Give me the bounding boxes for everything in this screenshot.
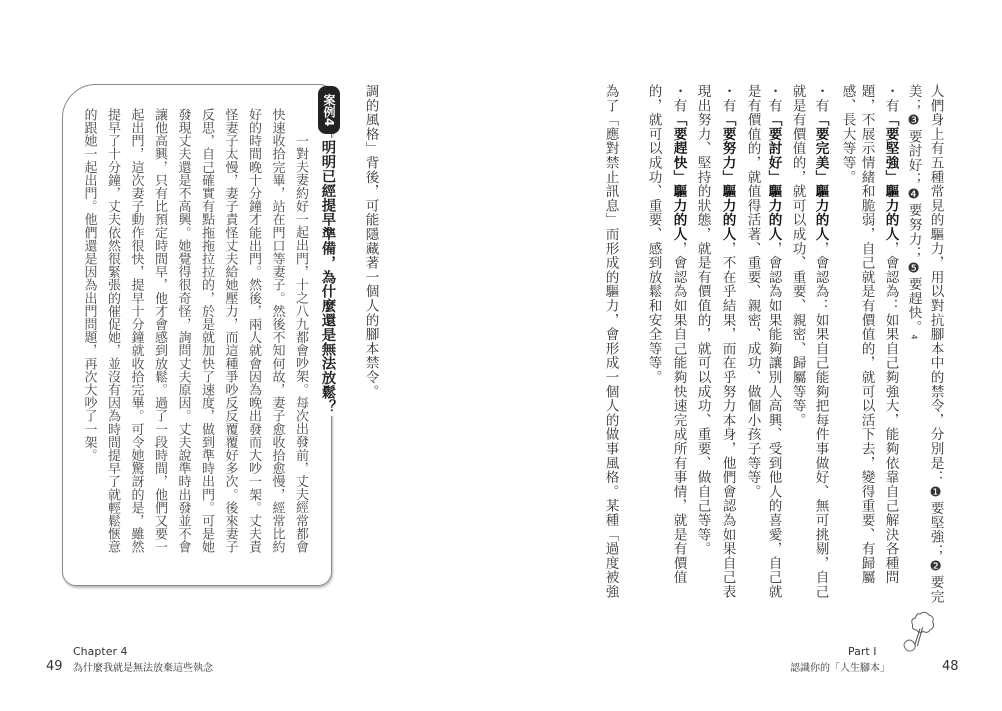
text-column bbox=[840, 84, 854, 184]
tree-illustration-icon bbox=[900, 608, 940, 656]
text-segment: 人們身上有五種常見的驅力，用以對抗腳本中的禁令，分別是：❶要堅強；❷要完 bbox=[927, 84, 944, 604]
text-segment: 的，就可以成功、重要、感到放鬆和安全等等。 bbox=[645, 84, 662, 385]
text-column bbox=[766, 84, 780, 599]
text-column bbox=[646, 84, 660, 384]
bold-term: 「要完美」驅力的人 bbox=[812, 112, 829, 242]
text-column bbox=[695, 84, 709, 556]
chapter-title: 為什麼我就是無法放棄這些執念 bbox=[73, 663, 213, 674]
text-segment: 為了「應對禁止訊息」而形成的驅力，會形成一個人的做事風格。某種「過度被強 bbox=[602, 84, 619, 599]
case-study-box bbox=[62, 84, 336, 586]
bold-term: 「要堅強」驅力的人 bbox=[882, 112, 899, 242]
text-segment: ，會認為如果自己能夠快速完成所有事情，就是有價值 bbox=[670, 241, 687, 585]
case-text-column: 反思，自己確實有點拖拖拉拉的，於是就加快了速度，做到準時出門。可是她 bbox=[199, 108, 214, 554]
case-text-column: 快速收拾完畢，站在門口等妻子。然後不知何故，妻子愈收拾愈慢，經常比約 bbox=[269, 108, 285, 554]
bold-term: 「要討好」驅力的人 bbox=[765, 112, 782, 242]
part-label: Part I bbox=[848, 645, 877, 658]
text-segment: 感、長大等等。 bbox=[839, 84, 856, 185]
text-column bbox=[883, 84, 897, 585]
text-column bbox=[859, 84, 873, 585]
bold-term: 「要趕快」驅力的人 bbox=[670, 112, 687, 242]
text-segment: 是有價值的，就值得活著、重要、親密、成功、做個小孩子等等。 bbox=[744, 84, 761, 499]
text-column bbox=[906, 84, 920, 340]
text-segment: 題，不展示情緒和脆弱，自己就是有價值的，就可以活下去，變得重要、有歸屬 bbox=[858, 84, 875, 585]
text-column bbox=[790, 84, 804, 427]
case-text-column: 提早了十分鐘，丈夫依然很緊張的催促她，並沒有因為時間提早了就輕鬆愜意 bbox=[105, 108, 120, 554]
bold-term: 「要努力」驅力的人 bbox=[719, 112, 736, 242]
text-column bbox=[813, 84, 827, 599]
part-title: 認識你的「人生腳本」 bbox=[790, 663, 890, 674]
text-column bbox=[745, 84, 759, 499]
text-segment: ・有 bbox=[882, 84, 899, 113]
left-page-continuation-text: 調的風格」背後，可能隱藏著一個人的腳本禁令。 bbox=[362, 84, 379, 399]
text-segment: ・有 bbox=[812, 84, 829, 113]
text-column bbox=[720, 84, 734, 599]
case-text-column: 起出門，這次妻子動作很快，提早十分鐘就收拾完畢。可令她驚訝的是，雖然 bbox=[128, 108, 144, 554]
text-segment: ・有 bbox=[719, 84, 736, 113]
case-text-column: 怪妻子太慢，妻子責怪丈夫給她壓力，而這種爭吵反反覆覆好多次。後來妻子 bbox=[222, 108, 238, 554]
text-column bbox=[671, 84, 685, 585]
text-segment: ・有 bbox=[670, 84, 687, 113]
case-text-column: 一對夫妻約好一起出門，十之八九都會吵架。每次出發前，丈夫經常都會 bbox=[293, 134, 308, 554]
case-text-column: 好的時間晚十分鐘才能出門。然後，兩人就會因為晚出發而大吵一架。丈夫責 bbox=[246, 108, 261, 554]
text-column bbox=[603, 84, 617, 599]
text-segment: ，會認為：如果自己能夠把每件事做好、無可挑剔，自己 bbox=[812, 241, 829, 599]
case-title: 明明已經提早準備，為什麼還是無法放鬆？ bbox=[319, 140, 336, 414]
text-segment: 就是有價值的，就可以成功、重要、親密、歸屬等等。 bbox=[789, 84, 806, 428]
text-segment: 美；❸要討好；❹要努力；❺要趕快。 bbox=[905, 84, 922, 335]
text-segment: ，會認為如果能夠讓別人高興、受到他人的喜愛，自己就 bbox=[765, 241, 782, 599]
text-segment: ，會認為：如果自己夠強大，能夠依靠自己解決各種問 bbox=[882, 241, 899, 585]
text-segment: ・有 bbox=[765, 84, 782, 113]
right-page-number: 48 bbox=[942, 659, 959, 674]
chapter-label: Chapter 4 bbox=[73, 645, 128, 658]
left-page-number: 49 bbox=[46, 659, 63, 674]
case-badge: 案例4 bbox=[318, 86, 340, 134]
text-column bbox=[928, 84, 942, 604]
text-segment: 現出努力、堅持的狀態，就是有價值的，就可以成功、重要、做自己等等。 bbox=[694, 84, 711, 556]
case-text-column: 發現丈夫還是不高興。她覺得很奇怪，詢問丈夫原因。丈夫說準時出發並不會 bbox=[175, 108, 191, 554]
case-text-column: 讓他高興，只有比預定時間早，他才會感到放鬆。過了一段時間，他們又要一 bbox=[152, 108, 167, 554]
case-text-column: 的跟她一起出門。他們還是因為出門問題，再次大吵了一架。 bbox=[81, 108, 97, 462]
text-segment: ，不在乎結果，而在乎努力本身，他們會認為如果自己表 bbox=[719, 241, 736, 599]
footnote-marker: 4 bbox=[909, 334, 919, 341]
